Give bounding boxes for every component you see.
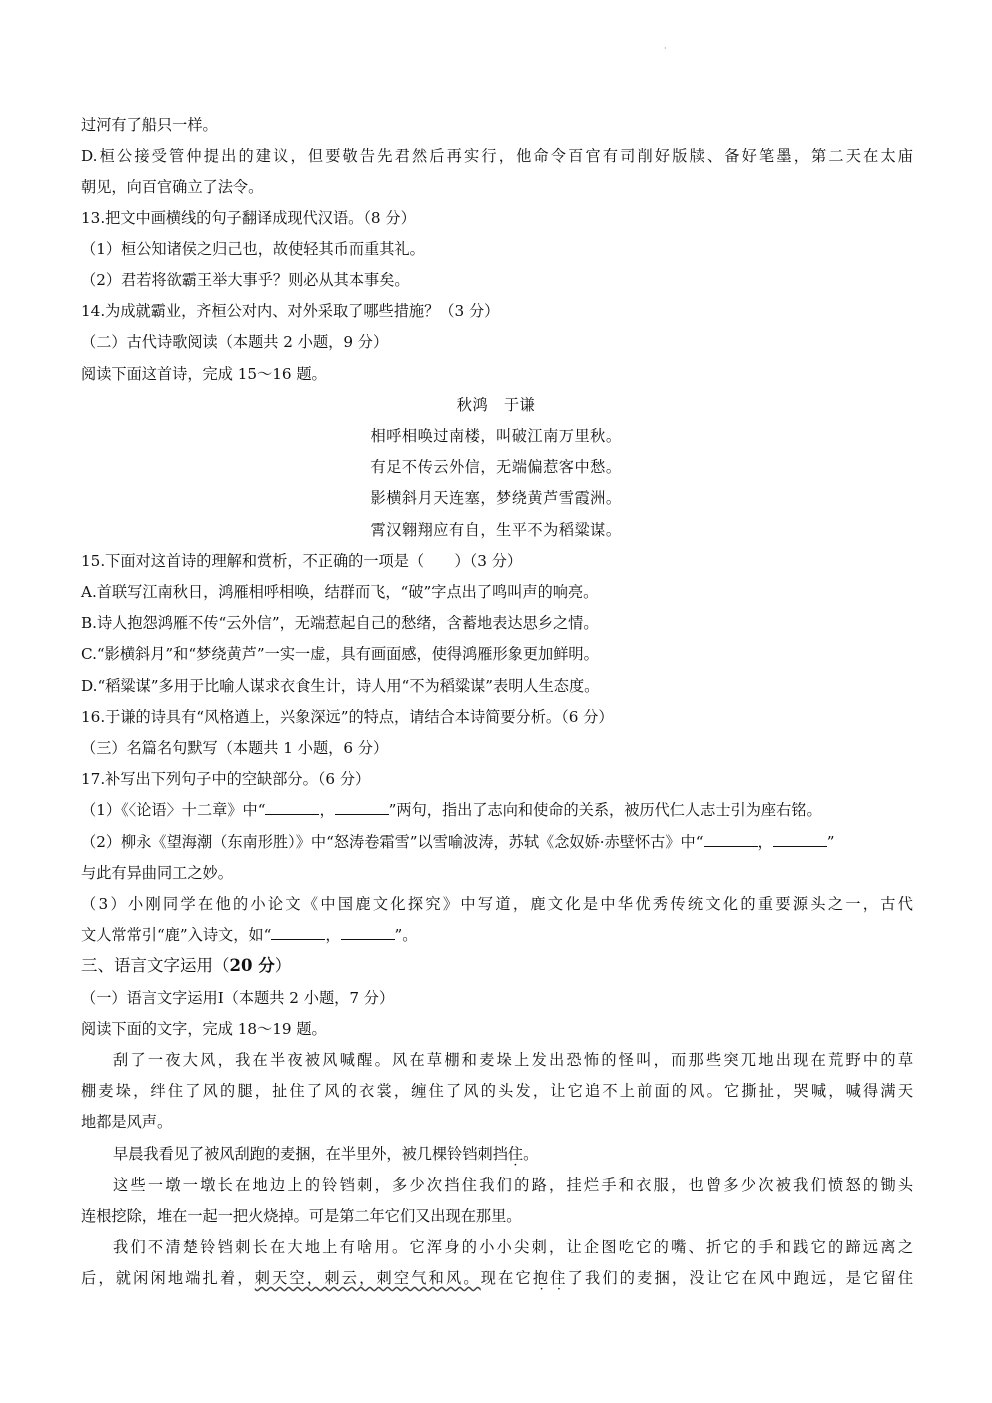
corner-mark: · [664,44,667,53]
q17-p3-text-b: 文人常常引“鹿”入诗文，如“ [81,926,272,944]
passage-p4-line2 [81,1267,913,1289]
poem-line-4: 霄汉翱翔应有自，生平不为稻粱谋。 [370,521,622,539]
passage-p1-line3: 地都是风声。 [81,1113,173,1131]
part3-heading [81,955,913,977]
passage-p1-line2: 棚麦垛，绊住了风的腿，扯住了风的衣裳，缠住了风的头发，让它追不上前面的风。它撕扯，哭喊，喊得满天 [81,1082,913,1100]
emphasis-char: 抱 [532,1269,551,1287]
q17-p3-text-c: ”。 [394,926,418,944]
part3-close: ） [274,956,292,975]
wavy-underlined-text: 刺天空，刺云，刺空气和风。 [254,1269,481,1287]
comma: ， [757,833,773,851]
question-15-option-a: A.首联写江南秋日，鸿雁相呼相唤，结群而飞，“破”字点出了鸣叫声的响亮。 [81,583,599,601]
answer-blank[interactable] [271,925,325,940]
comma: ， [325,926,341,944]
passage-p4-text-a: 后，就闲闲地端扎着， [81,1269,255,1287]
section-dictation-heading: （三）名篇名句默写（本题共 1 小题，6 分） [81,739,389,757]
passage-p2-text: 早晨我看见了被风刮跑的麦捆，在半里外，被几棵铃铛刺挡 [113,1145,508,1163]
passage-p4-text-b: 现在它 [480,1269,533,1287]
question-17-part3-line2 [81,924,913,946]
question-13-part1: （1）桓公知诸侯之归己也，故使轻其币而重其礼。 [81,240,425,258]
passage-p2-end: 。 [523,1145,539,1163]
question-15-option-c: C.“影横斜月”和“梦绕黄芦”一实一虚，具有画面感，使得鸿雁形象更加鲜明。 [81,645,599,663]
question-15-option-b: B.诗人抱怨鸿雁不传“云外信”，无端惹起自己的愁绪，含蓄地表达思乡之情。 [81,614,599,632]
question-14: 14.为成就霸业，齐桓公对内、对外采取了哪些措施？（3 分） [81,302,500,320]
emphasis-char: 住 [507,1145,524,1163]
question-17-part2 [81,831,913,853]
answer-blank[interactable] [335,800,389,815]
poem-line-3: 影横斜月天连塞，梦绕黄芦雪霞洲。 [370,489,622,507]
passage-p1-line1: 刮了一夜大风，我在半夜被风喊醒。风在草棚和麦垛上发出恐怖的怪叫，而那些突兀地出现在荒野中的草 [113,1051,913,1069]
question-17: 17.补写出下列句子中的空缺部分。（6 分） [81,770,371,788]
poetry-instruction: 阅读下面这首诗，完成 15～16 题。 [81,365,327,383]
question-16: 16.于谦的诗具有“风格遒上，兴象深远”的特点，请结合本诗简要分析。（6 分） [81,708,614,726]
comma: ， [319,801,335,819]
subsection-1-heading: （一）语言文字运用Ⅰ（本题共 2 小题，7 分） [81,989,395,1007]
part3-title: 三、语言文字运用（ [81,956,230,975]
q17-p1-text-a: （1）《〈论语〉十二章》中“ [81,801,266,819]
q17-p2-text-a: （2）柳永《望海潮（东南形胜）》中“怒涛卷霜雪”以雪喻波涛，苏轼《念奴娇·赤壁怀古》中“ [81,833,704,851]
question-17-part3-line1: （3）小刚同学在他的小论文《中国鹿文化探究》中写道，鹿文化是中华优秀传统文化的重要源头之一，古代 [81,895,913,913]
section-poetry-heading: （二）古代诗歌阅读（本题共 2 小题，9 分） [81,333,389,351]
answer-blank[interactable] [773,832,827,847]
answer-blank[interactable] [265,800,319,815]
poem-line-2: 有足不传云外信，无端偏惹客中愁。 [370,458,622,476]
question-17-part2-cont: 与此有异曲同工之妙。 [81,864,233,882]
passage-p2 [113,1143,913,1165]
passage-p4-text-c: 了我们的麦捆，没让它在风中跑远，是它留住 [567,1269,914,1287]
answer-blank[interactable] [704,832,758,847]
reading-instruction: 阅读下面的文字，完成 18～19 题。 [81,1020,327,1038]
q17-p2-text-b: ” [826,833,835,851]
question-15-option-d: D.“稻粱谋”多用于比喻人谋求衣食生计，诗人用“不为稻粱谋”表明人生态度。 [81,677,600,695]
option-d-line2: 朝见，向百官确立了法令。 [81,178,264,196]
poem-title: 秋鸿 于谦 [456,396,536,414]
poem-line-1: 相呼相唤过南楼，叫破江南万里秋。 [370,427,622,445]
emphasis-char: 住 [550,1269,568,1287]
question-15: 15.下面对这首诗的理解和赏析，不正确的一项是（ ）（3 分） [81,552,523,570]
passage-p3-line2: 连根挖除，堆在一起一把火烧掉。可是第二年它们又出现在那里。 [81,1207,522,1225]
passage-p3-line1: 这些一墩一墩长在地边上的铃铛刺，多少次挡住我们的路，挂烂手和衣服，也曾多少次被我们愤怒的锄头 [113,1176,913,1194]
passage-p4-line1: 我们不清楚铃铛刺长在大地上有啥用。它浑身的小小尖刺，让企图吃它的嘴、折它的手和践它的蹄远离之 [113,1238,913,1256]
option-c-continuation: 过河有了船只一样。 [81,116,218,134]
answer-blank[interactable] [341,925,395,940]
question-13-part2: （2）君若将欲霸王举大事乎？则必从其本事矣。 [81,271,410,289]
question-13: 13.把文中画横线的句子翻译成现代汉语。（8 分） [81,209,416,227]
part3-score: 20 分 [229,956,275,975]
option-d-line1: D.桓公接受管仲提出的建议，但要敬告先君然后再实行，他命令百官有司削好版牍、备好笔墨，第二天在太庙 [81,147,913,165]
question-17-part1 [81,799,913,821]
q17-p1-text-b: ”两句，指出了志向和使命的关系，被历代仁人志士引为座右铭。 [388,801,822,819]
